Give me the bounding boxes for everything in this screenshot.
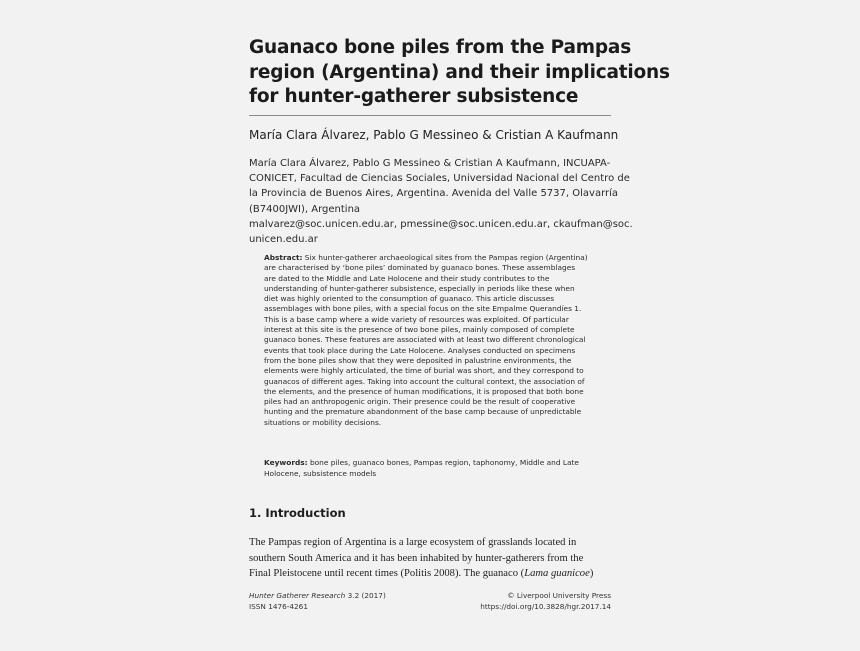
abstract-line: assemblages with bone piles, with a special focus on the site Empalme Querandíes 1. — [264, 304, 582, 314]
abstract-line: elements were highly articulated, the time of burial was short, and they correspond to — [264, 366, 584, 376]
abstract-line: are dated to the Middle and Late Holocene and their study contributes to the — [264, 273, 550, 283]
title-line: region (Argentina) and their implications — [249, 61, 670, 83]
abstract-line: situations or mobility decisions. — [264, 417, 382, 427]
keywords-text: bone piles, guanaco bones, Pampas region, taphonomy, Middle and Late — [307, 458, 579, 467]
body-text — [249, 535, 613, 582]
keywords-line: Holocene, subsistence models — [264, 469, 377, 479]
affiliation-block — [249, 156, 633, 247]
journal-issue: 3.2 (2017) — [345, 591, 386, 600]
author-list: María Clara Álvarez, Pablo G Messineo & Cristian A Kaufmann — [249, 128, 619, 142]
affiliation-line: María Clara Álvarez, Pablo G Messineo & Cristian A Kaufmann, INCUAPA- — [249, 158, 611, 169]
email-line[interactable]: unicen.edu.ar — [249, 234, 318, 246]
title-divider — [249, 115, 611, 116]
title-line: Guanaco bone piles from the Pampas — [249, 37, 632, 58]
abstract-line: interest at this site is the presence of two bone piles, mainly composed of complete — [264, 325, 575, 335]
abstract-text: Six hunter-gatherer archaeological sites from the Pampas region (Argentina) — [302, 253, 588, 262]
issn: ISSN 1476-4261 — [249, 601, 308, 611]
abstract-line: are characterised by ‘bone piles’ dominated by guanaco bones. These assemblages — [264, 263, 576, 273]
abstract-line: events that took place during the Late Holocene. Analyses conducted on specimens — [264, 345, 576, 355]
publisher: © Liverpool University Press — [507, 591, 611, 600]
paper-title — [249, 36, 670, 110]
abstract-label: Abstract: — [264, 253, 303, 262]
abstract-line: from the bone piles show that they were deposited in palustrine environments, the — [264, 355, 572, 365]
affiliation-line: (B7400JWI), Argentina — [249, 203, 361, 215]
affiliation-line: CONICET, Facultad de Ciencias Sociales, Universidad Nacional del Centro de — [249, 173, 630, 185]
abstract — [264, 253, 604, 428]
body-line — [249, 566, 613, 582]
keywords-label: Keywords: — [264, 458, 308, 467]
footer-journal — [249, 591, 386, 613]
body-line: southern South America and it has been inhabited by hunter-gatherers from the — [249, 552, 584, 564]
footer-publisher — [480, 591, 611, 613]
abstract-line — [264, 253, 604, 263]
abstract-line: the elements, and the presence of human modifications, it is proposed that both bone — [264, 386, 584, 396]
abstract-line: piles had an anthropogenic origin. Their presence could be the result of cooperative — [264, 397, 576, 407]
species-name: Lama guanicoe — [524, 568, 590, 580]
abstract-line: guanaco bones. These features are associated with at least two different chronological — [264, 335, 586, 345]
doi-link[interactable]: https://doi.org/10.3828/hgr.2017.14 — [480, 601, 611, 611]
body-text-segment: Final Pleistocene until recent times (Politis 2008). The guanaco ( — [249, 568, 525, 580]
abstract-line: understanding of hunter-gatherer subsistence, especially in periods like these when — [264, 283, 575, 293]
abstract-line: diet was highly oriented to the consumption of guanaco. This article discusses — [264, 294, 555, 304]
keywords-line — [264, 457, 604, 468]
body-text-segment: ) — [589, 568, 594, 580]
body-line: The Pampas region of Argentina is a large ecosystem of grasslands located in — [249, 537, 577, 548]
abstract-line: guanacos of different ages. Taking into account the cultural context, the association of — [264, 376, 585, 386]
section-heading: 1. Introduction — [249, 506, 346, 520]
journal-citation — [249, 591, 386, 602]
title-line: for hunter-gatherer subsistence — [249, 86, 579, 107]
abstract-line: This is a base camp where a wide variety of resources was exploited. Of particular — [264, 314, 569, 324]
journal-name: Hunter Gatherer Research — [249, 591, 346, 600]
affiliation-line: la Provincia de Buenos Aires, Argentina. Avenida del Valle 5737, Olavarría — [249, 188, 619, 200]
email-line[interactable]: malvarez@soc.unicen.edu.ar, pmessine@soc.unicen.edu.ar, ckaufman@soc. — [249, 218, 633, 230]
abstract-line: hunting and the premature abandonment of the base camp because of unpredictable — [264, 407, 582, 417]
keywords — [264, 457, 604, 479]
